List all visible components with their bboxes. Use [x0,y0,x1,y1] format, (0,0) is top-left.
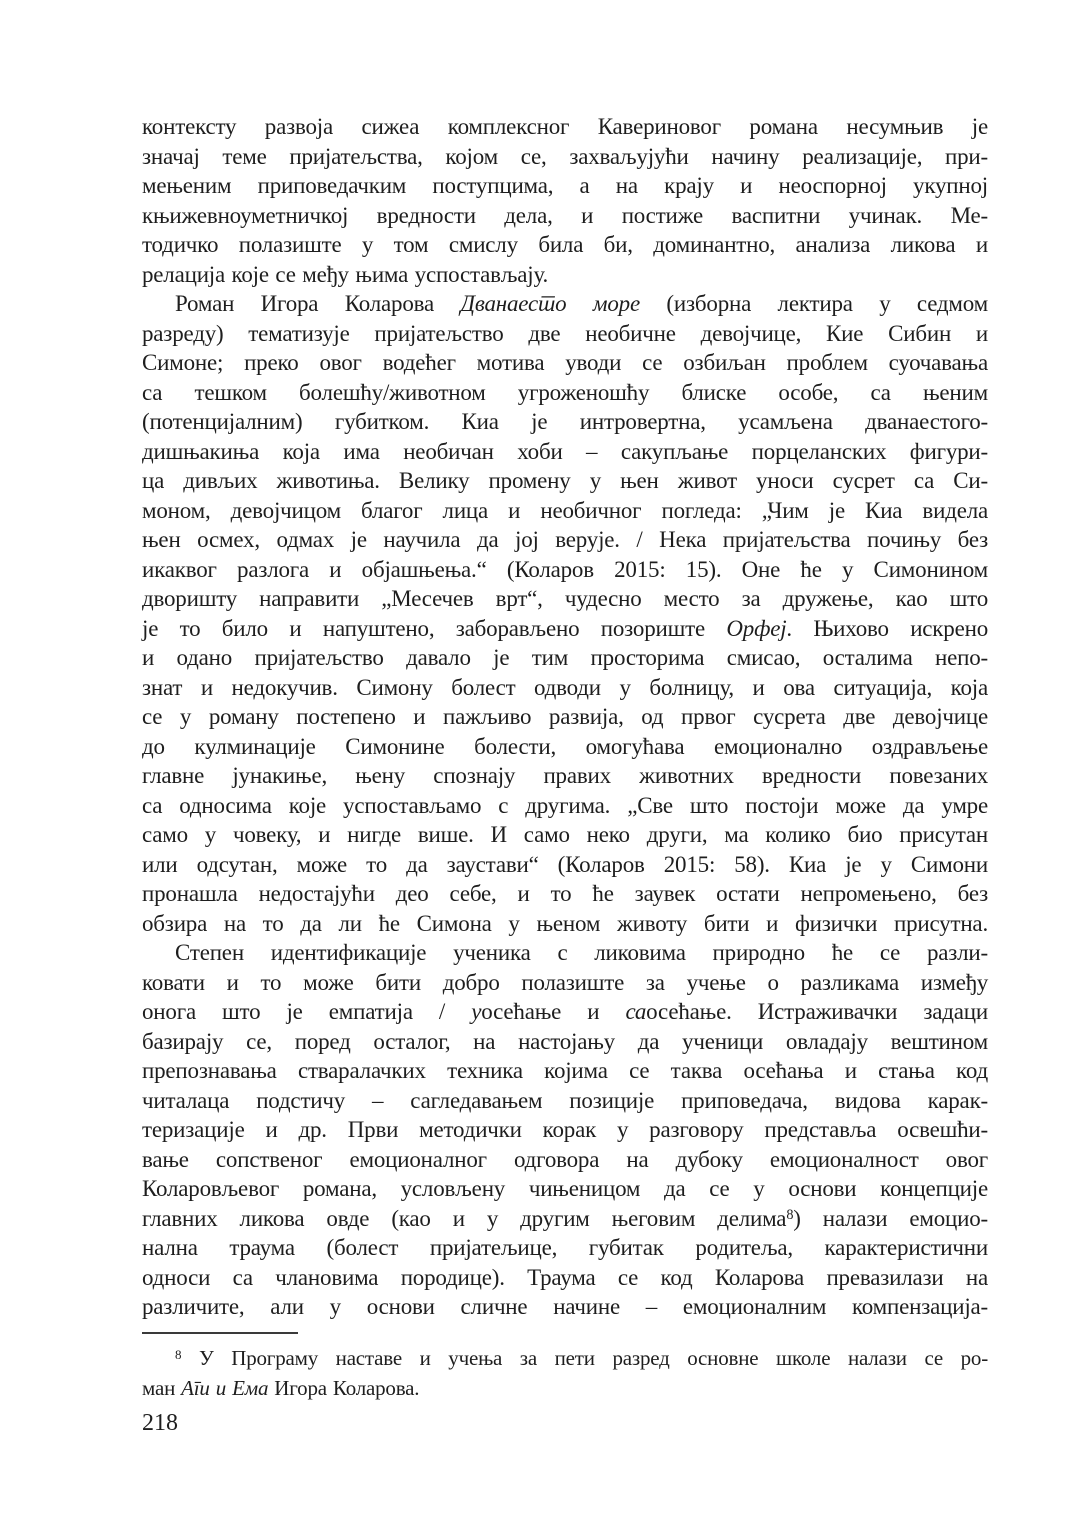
italic-text: Дванаесто море [460,291,640,316]
text-segment: читалаца подстичу – сагледавањем позиције приповедача, видова карак- [142,1087,988,1113]
text-column [142,112,988,1438]
footnote-separator [142,1332,298,1334]
text-line [142,348,988,378]
text-segment: пронашла недостајући део себе, и то ће заувек остати непромењено, без [142,881,988,906]
text-segment: Степен идентификације ученика с ликовима природно ће се разли- [175,940,988,965]
text-line [142,909,988,939]
text-segment: (изборна лектира у седмом [640,291,988,316]
text-segment: дворишту направити „Месечев врт“, чудесно место за дружење, као што [142,586,988,611]
text-line [142,230,988,260]
text-segment: релација које се међу њима успостављају. [142,261,549,287]
text-segment: контексту развоја сижеа комплексног Кавериновог романа несумњив је [142,114,988,139]
italic-text: Аги и Ема [181,1376,269,1400]
text-line [142,673,988,703]
italic-text: у [471,999,482,1024]
text-line [142,968,988,998]
text-segment: ) налази емоцио- [793,1205,988,1231]
text-segment: са односима које успостављамо с другима. „Све што постоји може да умре [142,792,988,818]
text-segment: се у роману постепено и пажљиво развија, од првог сусрета две девојчице [142,704,988,729]
text-line [142,437,988,467]
paragraph [142,289,988,938]
text-segment: до кулминације Симонине болести, омогућава емоционално оздрављење [142,733,988,759]
text-line [142,938,988,968]
text-segment: препознавања стваралачких техника којима се таква осећања и стања код [142,1058,988,1083]
text-line [142,1373,988,1404]
text-line [142,260,988,290]
text-line [142,496,988,526]
text-segment: књижевноуметничкој вредности дела, и постиже васпитни учинак. Ме- [142,202,988,228]
text-segment: мењеним приповедачким поступцима, а на крају и неоспорној укупној [142,173,988,198]
paragraph [142,112,988,289]
text-segment: вање сопственог емоционалног одговора на дубоку емоционалност овог [142,1146,988,1172]
text-line [142,820,988,850]
text-segment: ковати и то може бити добро полазиште за учење о разликама између [142,969,988,995]
text-segment: ман [142,1376,182,1400]
text-line [142,1233,988,1263]
text-line [142,1115,988,1145]
text-segment: моном, девојчицом благог лица и необичног погледа: „Чим је Киа видела [142,497,988,523]
text-line [142,1027,988,1057]
text-line [142,555,988,585]
text-segment: Роман Игора Коларова [175,291,461,316]
text-segment: и одано пријатељство давало је тим просторима смисао, осталима непо- [142,645,988,670]
text-segment: теризације и др. Први методички корак у разговору представља освешћи- [142,1117,988,1142]
text-segment: знат и недокучив. Симону болест одводи у болницу, и ова ситуација, која [142,674,988,700]
text-segment: са тешком болешћу/животном угроженошћу блиске особе, са њеним [142,379,988,405]
text-line [142,378,988,408]
italic-text: Орфеј [726,615,787,641]
text-segment: . Њихово искрено [786,615,989,641]
text-line [142,879,988,909]
text-line [142,1086,988,1116]
text-segment: Симоне; преко овог водећег мотива уводи се озбиљан проблем суочавања [142,350,988,375]
italic-text: са [625,999,647,1024]
text-segment: осећање и [481,999,626,1024]
text-segment: ца дивљих животиња. Велику промену у њен живот уноси сусрет са Си- [142,468,988,493]
text-segment: њен осмех, одмах је научила да јој верује. / Нека пријатељства почињу без [142,527,988,552]
footnote-reference: 8 [786,1207,794,1224]
text-line [142,1174,988,1204]
footnote [142,1343,988,1404]
text-line [142,732,988,762]
text-line [142,201,988,231]
text-line [142,407,988,437]
text-line [142,1292,988,1322]
text-segment: главне јунакиње, њену спознају правих животних вредности повезаних [142,763,988,788]
text-segment: је то било и напуштено, заборављено позориште [142,615,727,641]
text-line [142,171,988,201]
text-segment: тодичко полазиште у том смислу била би, доминантно, анализа ликова и [142,232,988,257]
text-line [142,643,988,673]
text-line [142,1263,988,1293]
text-segment: односи са члановима породице). Траума се код Коларова превазилази на [142,1264,988,1290]
text-line [142,702,988,732]
text-segment: главних ликова овде (као и у другим његовим делима [142,1205,787,1231]
text-line [142,142,988,172]
text-segment: У Програму наставе и учења за пети разред основне школе налази се ро- [181,1345,988,1370]
text-segment: базирају се, поред осталог, на настојању да ученици овладају вештином [142,1028,988,1054]
paragraph [142,938,988,1322]
text-segment: значај теме пријатељства, којом се, захваљујући начину реализације, при- [142,143,988,169]
text-segment: осећање. Истраживачки задаци [646,999,988,1024]
text-line [142,319,988,349]
page-number: 218 [142,1409,178,1436]
text-segment: Игора Коларова. [268,1376,420,1400]
text-segment: Коларовљевог романа, условљену чињеницом да се у основи концепције [142,1176,988,1201]
text-segment: дишњакиња која има необичан хоби – сакупљање порцеланских фигури- [142,438,988,464]
text-segment: различите, али у основи сличне начине – емоционалним компензација- [142,1294,988,1319]
text-line [142,761,988,791]
text-line [142,112,988,142]
text-line [142,1056,988,1086]
text-segment: онога што је емпатија / [142,999,472,1024]
text-line [142,1145,988,1175]
text-line [142,1204,988,1234]
text-line [142,850,988,880]
text-line [142,289,988,319]
text-line [142,614,988,644]
text-segment: нална траума (болест пријатељице, губитак родитеља, карактеристични [142,1235,988,1260]
text-segment: само у човеку, и нигде више. И само неко други, ма колико био присутан [142,822,988,847]
text-segment: икаквог разлога и објашњења.“ (Коларов 2015: 15). Оне ће у Симонином [142,556,988,582]
text-line [142,466,988,496]
text-segment: или одсутан, може то да заустави“ (Коларов 2015: 58). Киа је у Симони [142,851,988,877]
text-line [142,525,988,555]
page-body [142,112,988,1322]
text-line [142,997,988,1027]
text-line [142,791,988,821]
text-segment: (потенцијалним) губитком. Киа је интровертна, усамљена дванаестого- [142,409,988,434]
text-segment: обзира на то да ли ће Симона у њеном животу бити и физички присутна. [142,910,988,936]
text-segment: разреду) тематизује пријатељство две необичне девојчице, Кие Сибин и [142,320,988,346]
text-line [142,584,988,614]
text-line [142,1343,988,1374]
footnote-reference: 8 [175,1346,182,1362]
